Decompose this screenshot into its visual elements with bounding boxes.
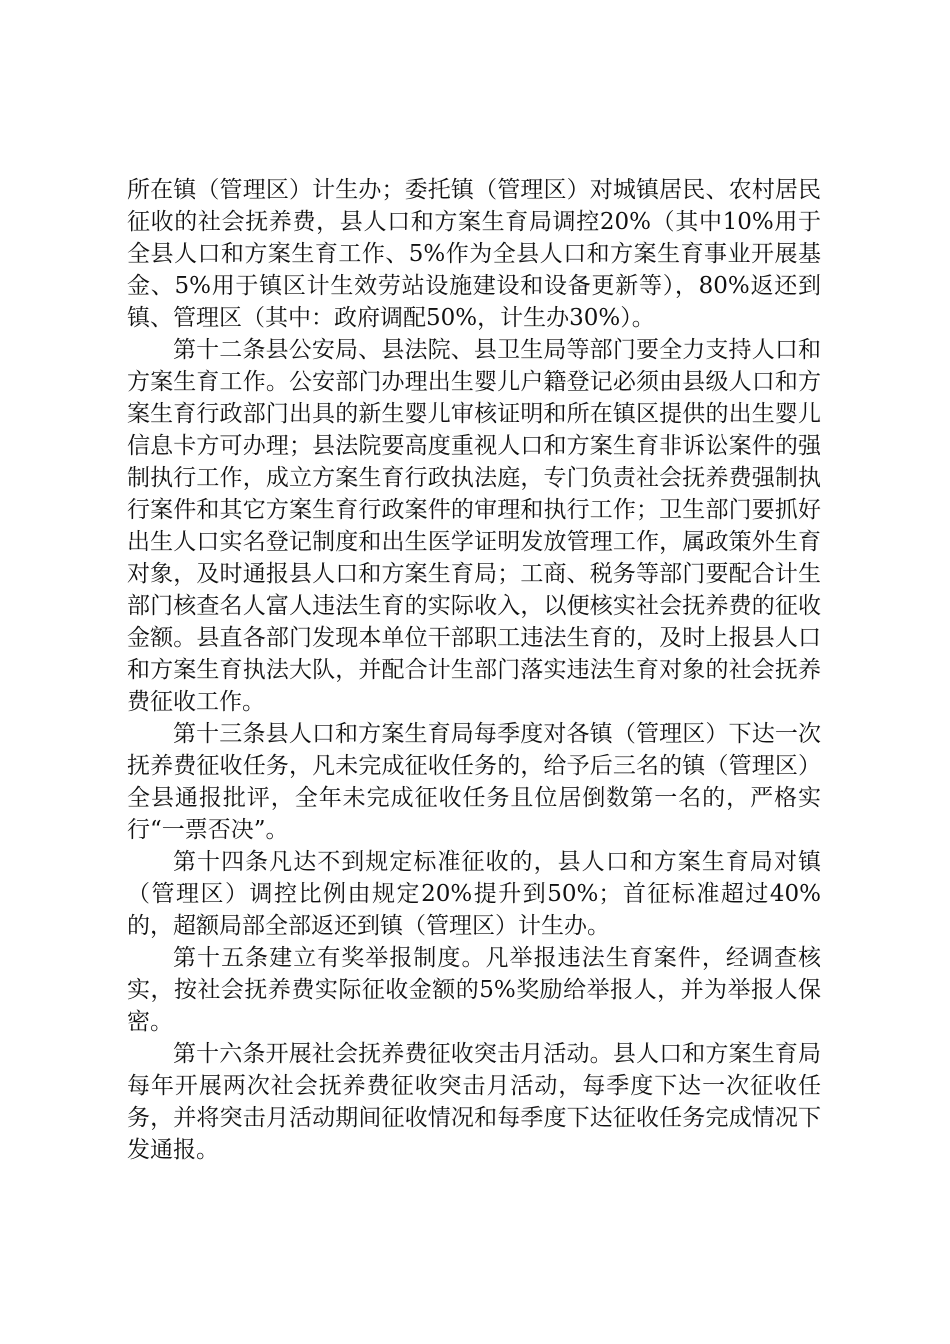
document-body: [127, 174, 821, 1166]
paragraph-article-15: 第十五条建立有奖举报制度。凡举报违法生育案件，经调查核实，按社会抚养费实际征收金额的5%奖励给举报人，并为举报人保密。: [127, 945, 821, 1035]
paragraph-continuation: 所在镇（管理区）计生办；委托镇（管理区）对城镇居民、农村居民征收的社会抚养费，县人口和方案生育局调控20%（其中10%用于全县人口和方案生育工作、5%作为全县人口和方案生育事业开展基金、5%用于镇区计生效劳站设施建设和设备更新等），80%返还到镇、管理区（其中：政府调配50%，计生办30%）。: [127, 177, 821, 331]
paragraph-article-14: 第十四条凡达不到规定标准征收的，县人口和方案生育局对镇（管理区）调控比例由规定20%提升到50%；首征标准超过40%的，超额局部全部返还到镇（管理区）计生办。: [127, 849, 821, 939]
paragraph-article-16: 第十六条开展社会抚养费征收突击月活动。县人口和方案生育局每年开展两次社会抚养费征收突击月活动，每季度下达一次征收任务，并将突击月活动期间征收情况和每季度下达征收任务完成情况下发通报。: [127, 1041, 821, 1163]
paragraph-article-13: 第十三条县人口和方案生育局每季度对各镇（管理区）下达一次抚养费征收任务，凡未完成征收任务的，给予后三名的镇（管理区）全县通报批评，全年未完成征收任务且位居倒数第一名的，严格实行“一票否决”。: [127, 721, 821, 843]
paragraph-article-12: 第十二条县公安局、县法院、县卫生局等部门要全力支持人口和方案生育工作。公安部门办理出生婴儿户籍登记必须由县级人口和方案生育行政部门出具的新生婴儿审核证明和所在镇区提供的出生婴儿信息卡方可办理；县法院要高度重视人口和方案生育非诉讼案件的强制执行工作，成立方案生育行政执法庭，专门负责社会抚养费强制执行案件和其它方案生育行政案件的审理和执行工作；卫生部门要抓好出生人口实名登记制度和出生医学证明发放管理工作，属政策外生育对象，及时通报县人口和方案生育局；工商、税务等部门要配合计生部门核查名人富人违法生育的实际收入，以便核实社会抚养费的征收金额。县直各部门发现本单位干部职工违法生育的，及时上报县人口和方案生育执法大队，并配合计生部门落实违法生育对象的社会抚养费征收工作。: [127, 337, 821, 715]
